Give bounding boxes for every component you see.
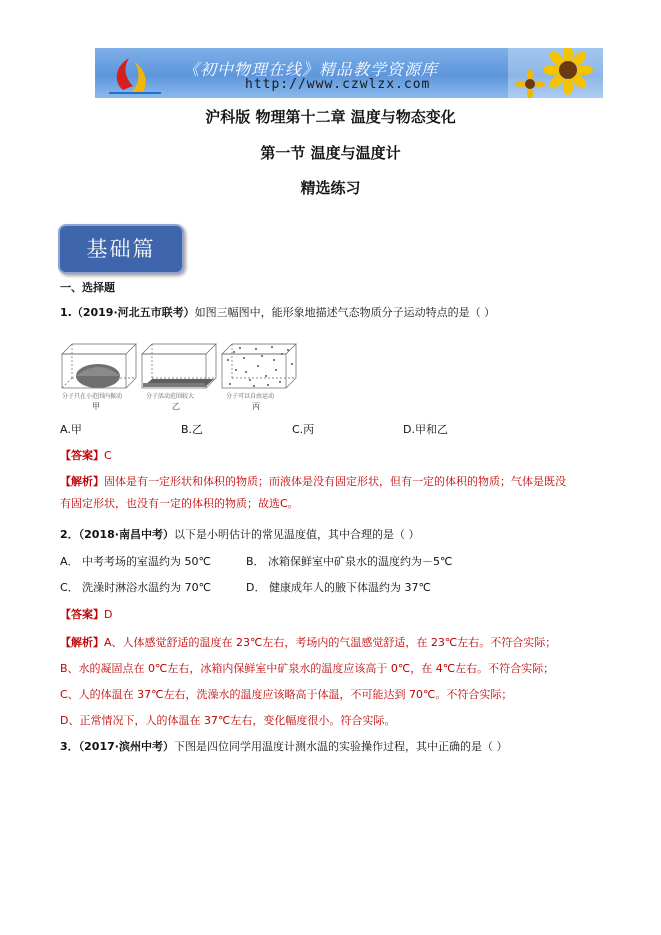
question-3	[60, 740, 507, 754]
analysis-line: B、水的凝固点在 0℃左右，冰箱内保鲜室中矿泉水的温度应该高于 0℃，在 4℃左右。不符合实际；	[60, 662, 555, 675]
q1-option-d: D.甲和乙	[403, 423, 448, 436]
q1-option-b: B.乙	[181, 423, 204, 436]
banner-title: 《初中物理在线》精品教学资源库	[183, 60, 439, 79]
q1-option-c: C.丙	[292, 423, 315, 436]
chapter-title: 沪科版 物理第十二章 温度与物态变化	[205, 108, 456, 126]
q2-option-c: C． 洗澡时淋浴水温约为 70℃	[60, 581, 212, 594]
analysis-line: C、人的体温在 37℃左右，洗澡水的温度应该略高于体温，不可能达到 70℃。不符合实际；	[60, 688, 513, 701]
question-1	[60, 306, 495, 320]
question-number: 2．	[60, 528, 79, 541]
analysis-tag: 【解析】	[60, 475, 104, 488]
banner-url: http://www.czwlzx.com	[245, 77, 431, 92]
answer-value: C	[104, 449, 112, 462]
analysis-line: 【解析】固体是有一定形状和体积的物质；而液体是没有固定形状，但有一定的体积的物质；气体是既没	[60, 475, 566, 488]
analysis-line: 有固定形状，也没有一定的体积的物质；故选C。	[60, 497, 299, 510]
question-source: （2018·南昌中考）	[78, 528, 174, 541]
question-source: （2017·滨州中考）	[78, 740, 174, 753]
fig-label-2: 乙	[172, 402, 180, 411]
q2-option-d: D． 健康成年人的腋下体温约为 37℃	[246, 581, 431, 594]
question-stem: 如图三幅图中，能形象地描述气态物质分子运动特点的是（ ）	[194, 306, 496, 319]
q1-analysis	[60, 471, 608, 515]
question-stem: 下图是四位同学用温度计测水温的实验操作过程，其中正确的是（ ）	[173, 740, 508, 753]
header-banner	[95, 48, 603, 98]
q1-answer	[60, 449, 112, 463]
answer-value: D	[104, 608, 113, 621]
molecule-diagrams	[60, 340, 300, 396]
analysis-line: D、正常情况下，人的体温在 37℃左右，变化幅度很小。符合实际。	[60, 714, 396, 727]
fig-caption-3: 分子可以自由运动	[226, 393, 275, 400]
section-badge: 基础篇	[58, 224, 184, 274]
analysis-line: 【解析】A、人体感觉舒适的温度在 23℃左右，考场内的气温感觉舒适，在 23℃左右。不符合实际；	[60, 636, 557, 649]
site-logo-icon	[105, 52, 165, 96]
q2-answer	[60, 608, 112, 622]
q1-option-a: A.甲	[60, 423, 82, 436]
answer-tag: 【答案】	[60, 608, 104, 621]
fig-caption-2: 分子活动范围较大	[146, 393, 195, 400]
answer-tag: 【答案】	[60, 449, 104, 462]
question-number: 3．	[60, 740, 79, 753]
subtitle: 精选练习	[300, 179, 361, 197]
q2-option-b: B． 冰箱保鲜室中矿泉水的温度约为－5℃	[246, 555, 453, 568]
q2-option-a: A． 中考考场的室温约为 50℃	[60, 555, 211, 568]
analysis-tag: 【解析】	[60, 636, 104, 649]
sunflower-icon	[508, 48, 603, 98]
q1-figures	[60, 340, 300, 412]
section-title: 第一节 温度与温度计	[260, 144, 401, 162]
q2-analysis	[60, 630, 608, 734]
question-number: 1.	[60, 306, 72, 319]
part-heading: 一、选择题	[60, 281, 115, 294]
fig-label-3: 丙	[252, 402, 260, 411]
question-stem: 以下是小明估计的常见温度值，其中合理的是（ ）	[173, 528, 420, 541]
question-source: （2019·河北五市联考）	[71, 306, 195, 319]
fig-caption-1: 分子只在小范围内振动	[62, 393, 123, 400]
fig-label-1: 甲	[92, 402, 100, 411]
question-2	[60, 528, 419, 542]
